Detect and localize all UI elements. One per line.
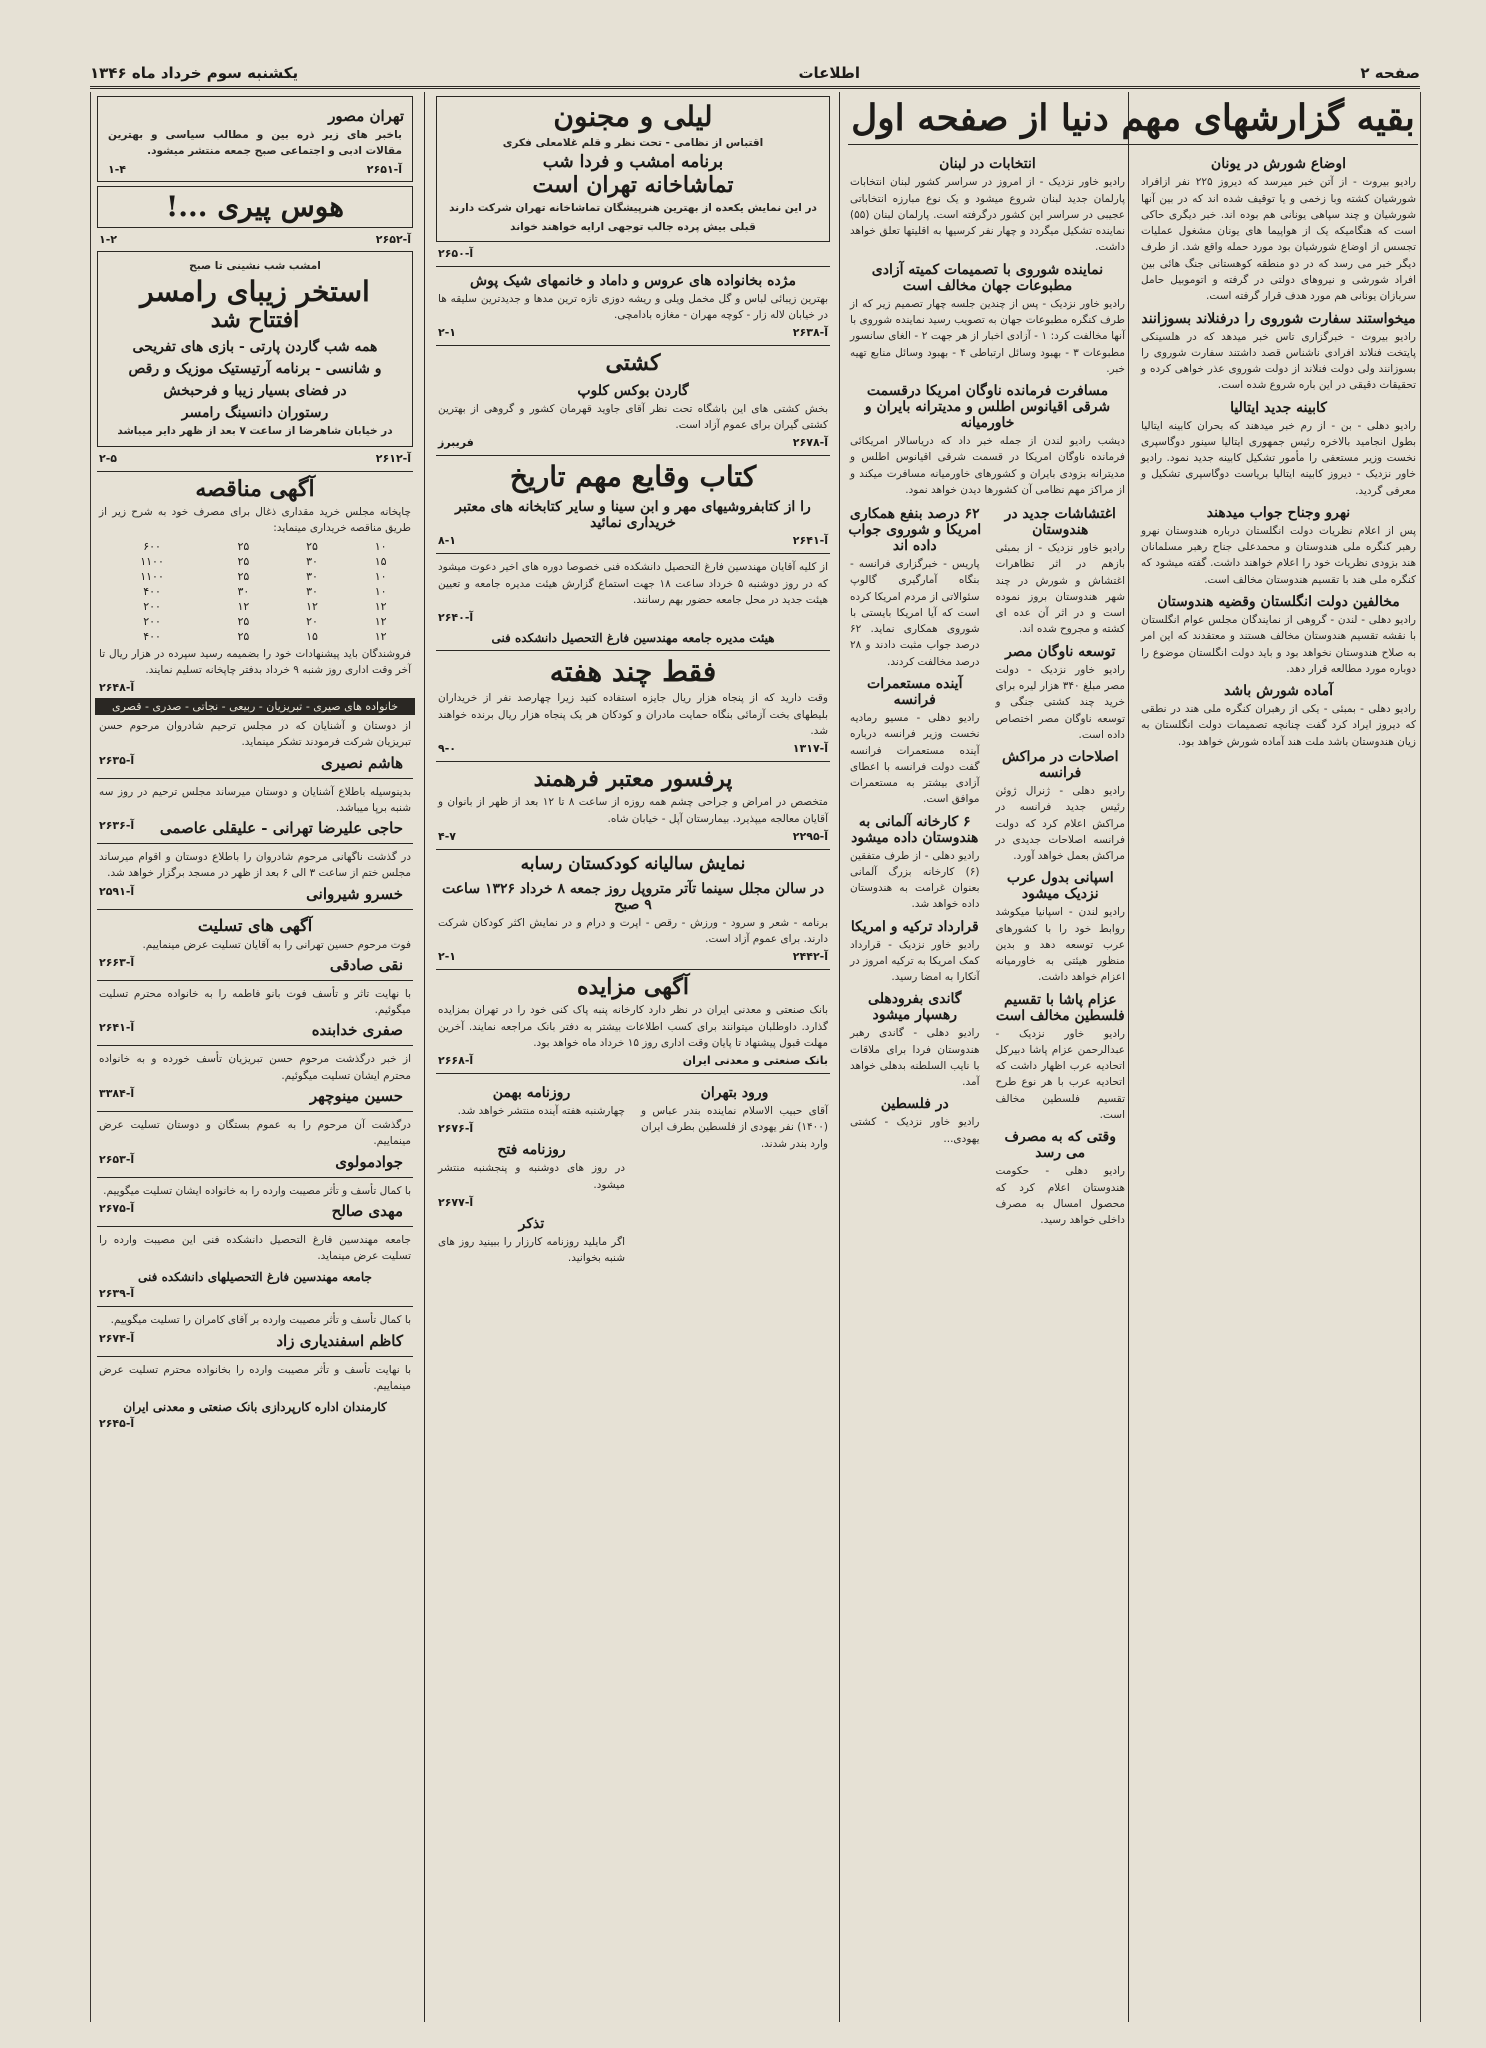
ad-line: در خیابان شاهرضا از ساعت ۷ بعد از ظهر دایر میباشد [117, 425, 393, 438]
short-news-left [434, 1079, 629, 1268]
tender-title: آگهی مناقصه [195, 475, 315, 502]
divider [436, 969, 830, 970]
ad-body: بخش کشتی های این باشگاه تحت نظر آقای جاوید قهرمان کشور و گروهی از بهترین کشتی گیران برای عموم آزاد است. [438, 402, 828, 431]
notice-body: فوت مرحوم حسین تهرانی را به آقایان تسلیت عرض مینماییم. [142, 938, 411, 951]
divider [436, 553, 830, 554]
news-column [846, 92, 1421, 2022]
notice-signature: حاجی علیرضا تهرانی - علیقلی عاصمی [159, 819, 403, 838]
article-body: پاریس - خبرگزاری فرانسه - بنگاه آمارگیری گالوپ سئوالاتی از مردم امریکا کرده است که آیا امریکا بایستی با شوروی همکاری نماید. ۶۲ درصد جواب مثبت دادند و ۲۸ درصد مخالفت کردند. [850, 558, 980, 668]
ad-code: آ-۲۶۷۶ [438, 1122, 474, 1136]
ad-code: آ-۲۶۶۳ [99, 955, 135, 969]
article-title: توسعه ناوگان مصر [1005, 643, 1116, 660]
ad-line: همه شب گاردن پارتی - بازی های تفریحی [132, 339, 378, 356]
ad-code: آ-۲۲۹۵ [792, 829, 828, 843]
divider [97, 1045, 413, 1046]
ad-page: ۲-۱ [438, 950, 456, 964]
ad-line: قبلی بیش پرده جالب توجهی ارایه خواهند خواند [510, 220, 756, 233]
ad-code: آ-۲۶۵۳ [99, 1152, 135, 1166]
notice-signature: مهدی صالح [331, 1201, 403, 1220]
ad-body: بهترین زیبائی لباس و گل مخمل ویلی و ریشه دوزی تازه ترین مدها و جدیدترین سلیقه ها در خیابان لاله زار - کوچه مهران - مغازه بادامچی. [438, 292, 828, 322]
divider [97, 909, 413, 910]
news-subcolumns [846, 150, 1420, 1230]
ad-title: فقط چند هفته [549, 655, 717, 689]
short-news-title: روزنامه فتح [497, 1142, 566, 1159]
ad-code: آ-۲۶۵۲ [375, 232, 411, 246]
table-row: ۱۲ ۱۵ ۲۵ ۴۰۰ [143, 629, 387, 643]
divider [97, 980, 413, 981]
ad-code-line [95, 955, 415, 975]
ad-subtitle: گاردن بوکس کلوپ [577, 382, 689, 399]
short-news-body: آقای حبیب الاسلام نماینده بندر عباس و (۱۴۰۰) نفر یهودی از فلسطین بطرف ایران وارد بندر شدند. [640, 1105, 828, 1150]
ad-body: باخبر های زیر ذره بین و مطالب سیاسی و بهترین مقالات ادبی و اجتماعی صبح جمعه منتشر میشود. [108, 129, 402, 158]
ad-code-line [95, 1286, 415, 1301]
ad-code: آ-۲۶۷۴ [99, 1331, 135, 1345]
ad-page: ۸-۱ [438, 534, 456, 548]
issue-date: یکشنبه سوم خرداد ماه ۱۳۴۶ [90, 64, 299, 82]
article-body: رادیو دهلی - لندن - گروهی از نمایندگان مجلس عوام انگلستان با نقشه تقسیم هندوستان مخالف هستند و معتقدند که این امر به صلاح هندوستان نخواهد بود و باید دولت انگلستان موضوع را دوباره مورد مطالعه قرار دهد. [1141, 613, 1416, 675]
ad-body: برنامه - شعر و سرود - ورزش - رقص - اپرت و درام و در نمایش اکثر کودکان شرکت دارند. برای عموم آزاد است. [438, 916, 828, 945]
divider [436, 455, 830, 456]
ad-title: نمایش سالیانه کودکستان رسابه [520, 853, 746, 874]
divider [848, 144, 1418, 145]
article-title: ۶۲ درصد بنفع همکاری امریکا و شوروی جواب داده اند [848, 506, 982, 555]
tender-table [95, 539, 415, 644]
ad-subtitle: را از کتابفروشیهای مهر و ابن سینا و سایر کتابخانه های معتبر خریداری نمائید [455, 499, 811, 532]
notice-body: درگذشت آن مرحوم را به عموم بستگان و دوستان تسلیت عرض مینماییم. [99, 1119, 411, 1148]
ad-title: استخر زیبای رامسر [140, 274, 370, 308]
notice-signature: صفری خدابنده [311, 1021, 403, 1040]
ad-code-line [434, 246, 832, 261]
ad-code-line [434, 949, 832, 964]
article-body: رادیو دهلی - گاندی رهبر هندوستان فردا برای ملاقات با نایب السلطنه بدهلی خواهد آمد. [850, 1027, 980, 1089]
article-title: نماینده شوروی با تصمیمات کمیته آزادی مطبوعات جهان مخالف است [871, 261, 1104, 294]
article-body: رادیو خاور نزدیک - عبدالرحمن عزام پاشا دبیرکل اتحادیه عرب اظهار داشت که اتحادیه عرب با هر نوع طرح تقسیم فلسطین مخالف است. [995, 1027, 1125, 1122]
short-news-columns [434, 1079, 832, 1268]
ad-code: آ-۲۶۴۱ [792, 534, 828, 548]
ad-page: ۲-۵ [99, 451, 117, 465]
article-body: رادیو دهلی - بمبئی - یکی از رهبران کنگره ملی هند در نطقی که دیروز ایراد کرد گفت چنانچه تصمیمات دولت انگلستان به زیان هندوستان باشد ملت هند آماده شورش خواهد بود. [1141, 703, 1416, 748]
notice-signature: نقی صادقی [329, 955, 403, 974]
notice-body: با نهایت تاثر و تأسف فوت بانو فاطمه را به خانواده محترم تسلیت میگوئیم. [99, 987, 411, 1017]
notice-signature: کارمندان اداره کارپردازی بانک صنعتی و معدنی ایران [123, 1400, 387, 1415]
ad-code: آ-۲۶۷۵ [99, 1201, 135, 1215]
divider [436, 849, 830, 850]
table-row: ۱۰ ۲۵ ۲۵ ۶۰۰ [143, 539, 387, 553]
article-body: دیشب رادیو لندن از جمله خبر داد که دریاسالار امریکائی فرمانده ناوگان امریکا در قسمت شرقی اقیانوس اطلس و مدیترانه بزودی بایران و کشورهای خاورمیانه مسافرت میکند و از مراکز مهم نظامی آن کشورها دیدن خواهد نمود. [850, 435, 1125, 496]
ad-body: متخصص در امراض و جراحی چشم همه روزه از ساعت ۸ تا ۱۲ بعد از ظهر از بانوان و آقایان معالجه میپذیرد. بیمارستان آپل - خیابان شاه. [438, 796, 828, 825]
notice-signature: هیئت مدیره جامعه مهندسین فارغ التحصیل دانشکده فنی [491, 631, 775, 646]
divider [97, 843, 413, 844]
notice-body: جامعه مهندسین فارغ التحصیل دانشکده فنی این مصیبت وارده را تسلیت عرض مینماید. [99, 1233, 411, 1263]
ad-signature: بانک صنعتی و معدنی ایران [682, 1054, 828, 1068]
notice-body: با نهایت تأسف و تأثر مصیبت وارده را بخانواده محترم تسلیت عرض مینماییم. [99, 1363, 411, 1392]
divider [97, 1356, 413, 1357]
ad-title: پرفسور معتبر فرهمند [533, 766, 733, 793]
short-news-title: روزنامه بهمن [492, 1085, 571, 1102]
ad-code: آ-۲۶۳۹ [99, 1287, 135, 1301]
table-row: ۱۲ ۲۰ ۲۵ ۲۰۰ [143, 614, 387, 628]
notice-body: از کلیه آقایان مهندسین فارغ التحصیل دانشکده فنی خصوصا دوره های اخیر دعوت میشود که در روز دوشنبه ۵ خرداد ساعت ۱۸ جهت استماع گزارش هیئت مدیره جامعه و تعیین هیئت جدید در محل جامعه حضور بهم رسانند. [438, 561, 829, 606]
article-title: آماده شورش باشد [1223, 683, 1334, 700]
ad-code-line [434, 829, 832, 844]
page-header [90, 54, 1420, 89]
article-title: گاندی بفرودهلی رهسپار میشود [868, 991, 962, 1024]
article-body: رادیو لندن - اسپانیا میکوشد روابط خود را با کشورهای عرب توسعه دهد و بدین منظور هیئتی به خاورمیانه اعزام خواهد داشت. [995, 906, 1125, 984]
ad-code-line [434, 610, 832, 625]
divider [436, 650, 830, 651]
main-headline: بقیه گزارشهای مهم دنیا از صفحه اول [851, 97, 1415, 139]
short-news-body: در روز های دوشنبه و پنجشنبه منتشر میشود. [438, 1162, 625, 1191]
ad-subtitle: افتتاح شد [210, 307, 300, 334]
ad-title: آگهی مزایده [577, 974, 689, 1001]
short-news-body: چهارشنبه هفته آینده منتشر خواهد شد. [457, 1105, 625, 1118]
short-news-title: ورود بتهران [700, 1085, 769, 1102]
ad-code-line [95, 451, 415, 466]
ad-code: آ-۲۶۷۷ [438, 1195, 474, 1209]
table-row: ۱۰ ۳۰ ۲۵ ۱۱۰۰ [140, 569, 387, 583]
show-ad [97, 186, 413, 228]
ad-line: برنامه امشب و فردا شب [542, 152, 724, 173]
table-row: ۱۰ ۳۰ ۳۰ ۴۰۰ [143, 584, 387, 598]
divider [97, 1177, 413, 1178]
ad-title: مژده بخانواده های عروس و داماد و خانمهای شیک پوش [470, 272, 796, 289]
newspaper-name: اطلاعات [798, 64, 861, 82]
ad-title: لیلی و مجنون [553, 100, 713, 133]
ad-page: ۴-۷ [438, 829, 456, 843]
article-body: رادیو خاور نزدیک - قرارداد کمک امریکا به ترکیه امروز در آنکارا به امضا رسید. [850, 938, 980, 984]
article-body: رادیو دهلی - مسیو رمادیه نخست وزیر فرانسه درباره آینده مستعمرات فرانسه گفت دولت فرانسه با اعطای آزادی بیشتر به مستعمرات موافق است. [850, 711, 980, 806]
notice-signature: خسرو شیروانی [306, 884, 403, 903]
ad-code-line [434, 1053, 832, 1068]
tender-note: فروشندگان باید پیشنهادات خود را بضمیمه رسید سپرده در هزار ریال تا آخر وقت اداری روز شنبه ۹ خرداد بدفتر چاپخانه تسلیم نمایند. [99, 647, 411, 676]
article-body: رادیو بیروت - از آتن خبر میرسد که دیروز ۲۲۵ نفر ازافراد شورشیان کشته وبا زخمی و یا توقیف شده اند که در بین آنها شورشیان و چند سپاهی یونانی هم بوده اند. خبر دیگری حاکی است که هنگامیکه یک از هواپیما های یونان مشغول عملیات تجسس از اوضاع شورشیان بود مورد حمله واقع شد. از طرف دیگر خبر می رسد که در دو منطقه کوهستانی جنگ هائی بین افراد شورشی و نیروهای دولتی در گرفته و اتوموبیل حامل سربازان یونانی هم مورد هدف قرار گرفته است. [1141, 176, 1416, 303]
article-title: مسافرت فرمانده ناوگان امریکا درقسمت شرقی اقیانوس اطلس و مدیترانه بایران و خاورمیانه [864, 383, 1111, 432]
divider [97, 1111, 413, 1112]
ad-code: آ-۲۴۴۲ [792, 950, 828, 964]
ad-code: آ-۲۵۹۱ [99, 884, 135, 898]
article-body: پس از اعلام نظریات دولت انگلستان درباره هندوستان نهرو رهبر کنگره ملی هندوستان و محمدعلی جناح رهبر مسلمانان هند بزودی نظریات خود را اعلام خواهند داشت. گفته میشود که کنگره ملی هند با تقسیم هندوستان مخالف است. [1141, 524, 1416, 586]
ad-code-line [95, 232, 415, 247]
tender-body: چاپخانه مجلس خرید مقداری ذغال برای مصرف خود به شرح زیر از طریق مناقصه خریداری مینماید: [99, 506, 411, 535]
ad-code: آ-۱۳۱۷ [792, 742, 828, 756]
ad-code: آ-۲۶۵۱ [366, 162, 402, 176]
ad-code-line [95, 1331, 415, 1351]
ad-code-line [95, 884, 415, 904]
ad-body: بانک صنعتی و معدنی ایران در نظر دارد کارخانه پنبه پاک کنی خود را در تهران بمزایده گذارد. داوطلبان میتوانند برای کسب اطلاعات بیشتر به دفتر بانک مراجعه نمایند. آخرین مهلت قبول پیشنهاد تا پایان وقت اداری روز ۱۵ خرداد ماه خواهد بود. [438, 1004, 828, 1049]
article-body: رادیو دهلی - از طرف متفقین (۶) کارخانه بزرگ آلمانی بعنوان غرامت به هندوستان داده خواهد شد. [850, 849, 980, 911]
ad-code-line [434, 533, 832, 548]
notice-body: بدینوسیله باطلاع آشنایان و دوستان میرساند مجلس ترحیم در روز سه شنبه برپا میباشد. [99, 785, 411, 814]
article-body: رادیو خاور نزدیک - دولت مصر مبلغ ۳۴۰ هزار لیره برای خرید چند کشتی جنگی و توسعه ناوگان مصر اختصاص داده است. [995, 663, 1125, 741]
magazine-ad [97, 96, 413, 182]
ad-code: آ-۲۶۳۶ [99, 819, 135, 833]
article-title: اوضاع شورش در یونان [1210, 156, 1347, 173]
ad-subtitle: در سالن مجلل سینما تآتر متروپل روز جمعه ۸ خرداد ۱۳۲۶ ساعت ۹ صبح [441, 880, 825, 913]
ad-title: هوس پیری ...! [165, 189, 345, 223]
article-title: عزام پاشا با تقسیم فلسطین مخالف است [995, 991, 1125, 1024]
divider [436, 1073, 830, 1074]
news-subcolumn-right [1137, 150, 1420, 1230]
divider [97, 471, 413, 472]
short-news-title: تذکر [518, 1215, 545, 1232]
news-inner-columns [846, 500, 1129, 1230]
ad-code-line [95, 753, 415, 773]
article-body: رادیو خاور نزدیک - پس از چندین جلسه چهار تصمیم زیر که از طرف کنگره مطبوعات جهان به تصویب رسید نماینده شوروی با آنها مخالفت کرد: ۱ - آزادی اخبار از هر جهت ۲ - الغای سانسور مطبوعات ۳ - بهبود وسائل ارتباطی ۴ - بهبود وسائل منابع تهیه خبر. [850, 297, 1125, 375]
article-body: رادیو دهلی - بن - از رم خبر میدهند که بحران کابینه ایتالیا بطول انجامید بالاخره رئیس جمهوری ایتالیا سینور دوگاسپری نخست وزیر مستعفی را مأمور تشکیل کابینه جدید نمود. رادیو خاور نزدیک - دیروز کابینه ایتالیا بریاست دوگاسپری تشکیل و معرفی گردید. [1141, 419, 1416, 497]
ad-code: آ-۲۶۳۸ [792, 326, 828, 340]
article-title: وقتی که به مصرف می رسد [1004, 1129, 1116, 1162]
column-rule [424, 92, 425, 2022]
article-body: رادیو دهلی - حکومت هندوستان اعلام کرد که محصول امسال به مصرف داخلی خواهد رسید. [995, 1165, 1125, 1227]
article-body: رادیو دهلی - ژنرال ژوئن رئیس جدید فرانسه در مراکش اعلام کرد که دولت فرانسه اصلاحات جدیدی در مراکش بعمل خواهد آورد. [995, 785, 1125, 863]
page-number: صفحه ۲ [1360, 64, 1420, 82]
ad-line: در این نمایش یکعده از بهترین هنرپیشگان تماشاخانه تهران شرکت دارند [449, 202, 817, 215]
notice-body: در گذشت ناگهانی مرحوم شادروان را باطلاع دوستان و اقوام میرساند مجلس ختم از ساعت ۳ الی ۶ بعد از ظهر در مسجد برگزار خواهد شد. [99, 851, 411, 880]
divider [97, 1306, 413, 1307]
ad-code-line [95, 1201, 415, 1221]
article-title: نهرو وجناح جواب میدهند [1206, 504, 1351, 521]
ad-page: ۱-۲ [99, 232, 117, 246]
ad-code: آ-۲۶۶۸ [438, 1054, 474, 1068]
ad-code-line [95, 680, 415, 695]
article-title: در فلسطین [880, 1096, 949, 1113]
divider [436, 761, 830, 762]
ad-code: آ-۲۶۴۰ [438, 611, 474, 625]
short-news-right [637, 1079, 832, 1268]
ad-page: ۱-۴ [108, 162, 126, 176]
ad-code: آ-۲۶۵۰ [438, 246, 474, 260]
article-title: اغتشاشات جدید در هندوستان [1004, 506, 1116, 539]
table-row: ۱۲ ۱۲ ۱۲ ۲۰۰ [143, 599, 387, 613]
ad-code: آ-۲۶۴۱ [99, 1021, 135, 1035]
article-title: قرارداد ترکیه و امریکا [850, 918, 979, 935]
table-row: ۱۵ ۳۰ ۲۵ ۱۱۰۰ [140, 554, 387, 568]
ad-line: تماشاخانه تهران است [532, 172, 734, 198]
condolence-title: آگهی های تسلیت [197, 915, 313, 935]
article-title: میخواستند سفارت شوروی را درفنلاند بسوزانند [1141, 310, 1416, 327]
family-banner: خانواده های صیری - تبریزیان - ربیعی - نجاتی - صدری - قصری [95, 698, 415, 715]
ad-code-line [104, 162, 406, 177]
classifieds-column [90, 92, 415, 2022]
article-title: ۶ کارخانه آلمانی به هندوستان داده میشود [851, 813, 979, 846]
ad-title: تهران مصور [328, 107, 404, 125]
notice-body: با کمال تأسف و تأثر مصیبت وارده بر آقای کامران را تسلیت میگوییم. [110, 1314, 411, 1327]
ad-code-line [434, 1121, 629, 1136]
news-inner-left [846, 500, 984, 1230]
ad-code-line [95, 1152, 415, 1172]
notice-body: از دوستان و آشنایان که در مجلس ترحیم شادروان مرحوم حسن تبریزیان شرکت فرمودند تشکر مینماید. [99, 720, 411, 749]
ad-line: و شانسی - برنامه آرتیستیک موزیک و رقص [128, 361, 382, 378]
ad-code-line [95, 1416, 415, 1431]
article-title: اسپانی بدول عرب نزدیک میشود [1006, 870, 1114, 903]
ramsar-ad [97, 251, 413, 447]
notice-body: از خبر درگذشت مرحوم حسن تبریزیان تأسف خورده و به خانواده محترم ایشان تسلیت میگوئیم. [99, 1053, 411, 1082]
divider [97, 1226, 413, 1227]
ad-code-line [434, 1195, 629, 1210]
article-title: مخالفین دولت انگلستان وقضیه هندوستان [1157, 593, 1400, 610]
notice-body: با کمال تأسف و تأثر مصیبت وارده را به خانواده ایشان تسلیت میگوییم. [103, 1184, 411, 1197]
theater-ad [436, 96, 830, 242]
ad-code: آ-۲۶۷۸ [792, 436, 828, 450]
article-title: انتخابات در لبنان [939, 156, 1036, 173]
news-subcolumn-left [846, 150, 1129, 1230]
notice-signature: جامعه مهندسین فارغ التحصیلهای دانشکده فنی [138, 1270, 372, 1285]
divider [436, 266, 830, 267]
article-body: رادیو بیروت - خبرگزاری تاس خبر میدهد که در هلسینکی پایتخت فنلاند افرادی ناشناس قصد داشتند سفارت شوروی را بسوزانند ولی دولت فنلاند از دولت شوروی عذر خواهی کرده و تحقیقات دقیقی در این باره شروع شده است. [1141, 330, 1416, 392]
notice-signature: جوادمولوی [335, 1152, 403, 1171]
ad-line: رستوران دانسینگ رامسر [181, 405, 329, 422]
ad-title: کتاب وقایع مهم تاریخ [509, 460, 757, 494]
ad-code: آ-۲۶۳۵ [99, 753, 135, 767]
ad-code-line [434, 741, 832, 756]
notice-signature: حسین مینوچهر [309, 1087, 403, 1106]
column-rule [839, 92, 840, 2022]
ad-body: وقت دارید که از پنجاه هزار ریال جایزه استفاده کنید زیرا چهارصد نفر از خریداران بلیطهای بخت آزمائی بنگاه حمایت مادران و کودکان هر یک پنجاه هزار ریال برنده خواهند شد. [438, 692, 828, 737]
news-inner-right [992, 500, 1130, 1230]
ad-line: امشب شب نشینی تا صبح [189, 259, 321, 272]
divider [97, 778, 413, 779]
ad-title: کشتی [605, 350, 661, 377]
ad-code: آ-۳۳۸۴ [99, 1087, 135, 1101]
ad-line: اقتباس از نظامی - تحت نظر و قلم غلامعلی فکری [502, 137, 764, 150]
short-news-body: اگر مایلید روزنامه کارزار را ببینید روز های شنبه بخوانید. [438, 1235, 625, 1265]
ad-code-line [95, 818, 415, 838]
ad-code-line [434, 435, 832, 450]
notice-signature: کاظم اسفندیاری زاد [276, 1331, 403, 1350]
ad-page: ۲-۱ [438, 326, 456, 340]
ad-code-line [95, 1020, 415, 1040]
article-body: رادیو خاور نزدیک - از امروز در سراسر کشور لبنان انتخابات پارلمان جدید لبنان شروع میشود و یک نوع مبارزه انتخاباتی عجیبی در سراسر این کشور درگرفته است. پارلمان لبنان (۵۵) نماینده تشکیل میگردد و چهار نفر کرسیها به اقلیتها تعلق خواهد داشت. [850, 176, 1125, 254]
article-body: رادیو خاور نزدیک - از بمبئی بازهم در اثر تظاهرات اغتشاش و شورش در چند شهر هندوستان بروز نموده است و در اثر آن عده ای کشته و مجروح شده اند. [995, 542, 1125, 636]
ad-line: در فضای بسیار زیبا و فرحبخش [163, 383, 347, 400]
ad-code-line [434, 325, 832, 340]
article-body: رادیو خاور نزدیک - کشتی یهودی... [850, 1116, 980, 1145]
ad-code: آ-۲۶۴۵ [99, 1417, 135, 1431]
ad-code: آ-۲۶۱۲ [375, 451, 411, 465]
article-title: آینده مستعمرات فرانسه [867, 675, 963, 708]
ad-page: ۹-۰ [438, 742, 456, 756]
article-title: کابینه جدید ایتالیا [1230, 399, 1327, 416]
ad-code-line [95, 1086, 415, 1106]
divider [436, 345, 830, 346]
ad-code: آ-۲۶۴۸ [99, 681, 135, 695]
notice-signature: هاشم نصیری [321, 753, 403, 772]
ads-column [434, 92, 832, 2022]
ad-page: فریبرز [438, 436, 474, 450]
article-title: اصلاحات در مراکش فرانسه [1001, 749, 1119, 782]
